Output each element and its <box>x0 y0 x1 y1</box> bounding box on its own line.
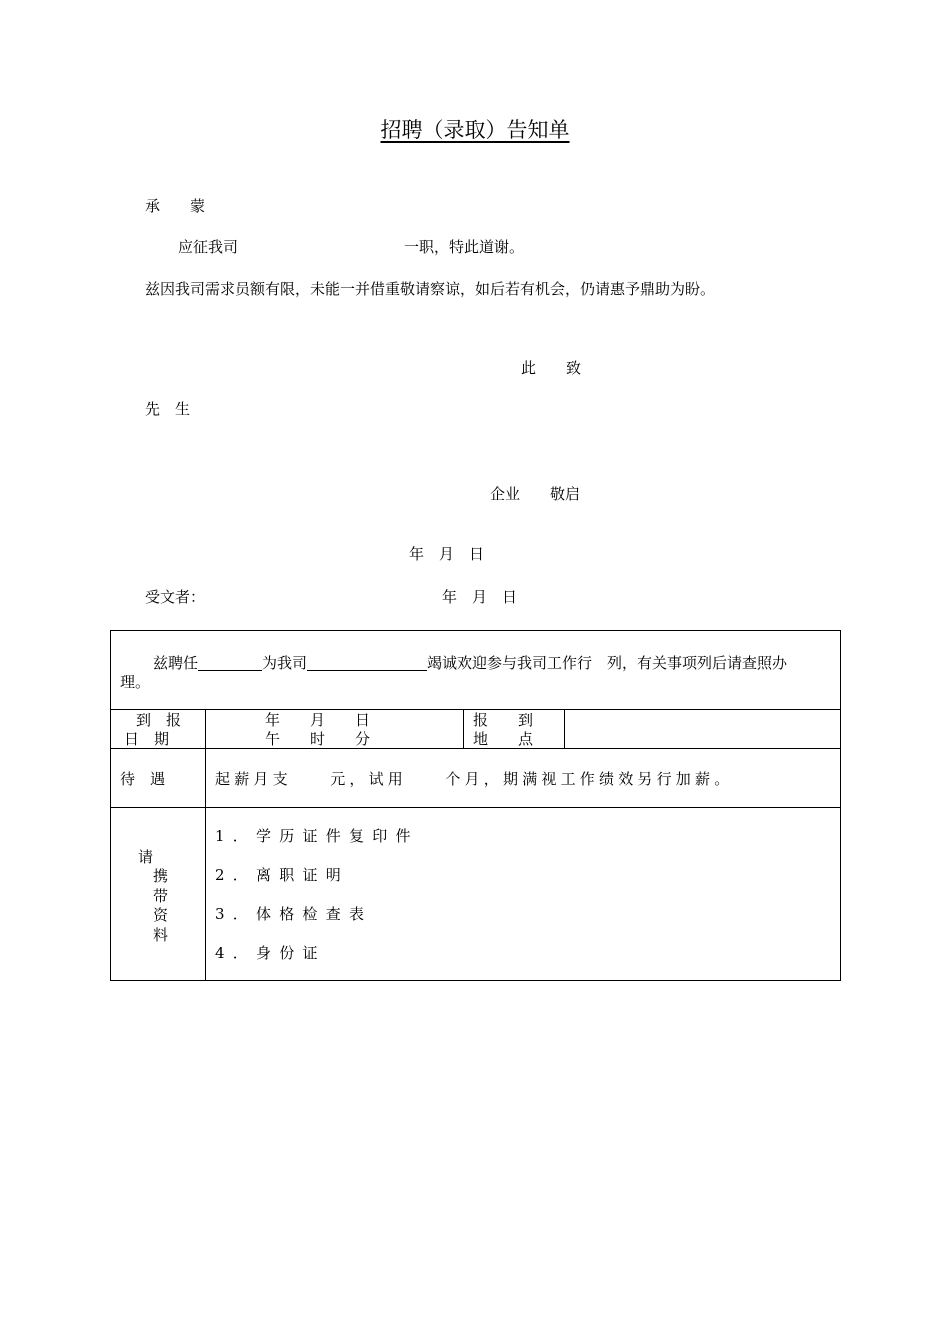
materials-label-char: 请 <box>138 848 154 866</box>
report-place-label-1: 报 到 <box>473 711 534 729</box>
row-divider <box>111 807 840 808</box>
materials-label-char: 带 <box>153 887 169 905</box>
materials-item-1: 1．学历证件复印件 <box>215 827 419 845</box>
applied-prefix: 应征我司 <box>178 238 239 256</box>
report-date-label-2: 日 期 <box>124 730 170 748</box>
materials-item-4: 4．身份证 <box>215 944 326 962</box>
department-blank[interactable] <box>307 655 427 671</box>
offer-text-3: 竭诚欢迎参与我司工作行 列，有关事项列后请查照办 <box>427 654 788 672</box>
report-place-label-2: 地 点 <box>473 730 534 748</box>
treatment-label: 待 遇 <box>120 770 166 788</box>
page-title: 招聘（录取）告知单 <box>380 118 570 142</box>
row-divider <box>111 748 840 749</box>
col-divider <box>205 709 206 980</box>
row-divider <box>111 709 840 710</box>
offer-line-1 <box>153 655 787 671</box>
col-divider <box>463 709 464 748</box>
treatment-text: 起薪月支 元，试用 个月，期满视工作绩效另行加薪。 <box>215 770 734 788</box>
receiver-label: 受文者： <box>145 588 206 606</box>
materials-item-2: 2．离职证明 <box>215 866 350 884</box>
report-date-value-1: 年 月 日 <box>265 711 371 729</box>
offer-table <box>110 630 841 981</box>
applied-suffix: 一职，特此道谢。 <box>404 238 525 256</box>
materials-item-3: 3．体格检查表 <box>215 905 373 923</box>
closing: 此 致 <box>521 359 582 377</box>
offer-line-2: 理。 <box>120 673 151 691</box>
offer-text-2: 为我司 <box>262 654 308 672</box>
body-text: 兹因我司需求员额有限，未能一并借重敬请察谅，如后若有机会，仍请惠予鼎助为盼。 <box>145 280 716 298</box>
report-date-value-2: 午 时 分 <box>265 730 371 748</box>
signature: 企业 敬启 <box>490 485 581 503</box>
position-blank[interactable] <box>198 655 262 671</box>
recipient-title: 先 生 <box>145 400 191 418</box>
date-line: 年 月 日 <box>409 545 485 563</box>
materials-label-char: 携 <box>153 867 169 885</box>
offer-text-1: 兹聘任 <box>153 654 199 672</box>
report-date-label-1: 到 报 <box>136 711 182 729</box>
materials-label-char: 料 <box>153 926 169 944</box>
salutation: 承 蒙 <box>145 197 206 215</box>
materials-label-char: 资 <box>153 906 169 924</box>
col-divider <box>564 709 565 748</box>
receiver-date: 年 月 日 <box>442 588 518 606</box>
